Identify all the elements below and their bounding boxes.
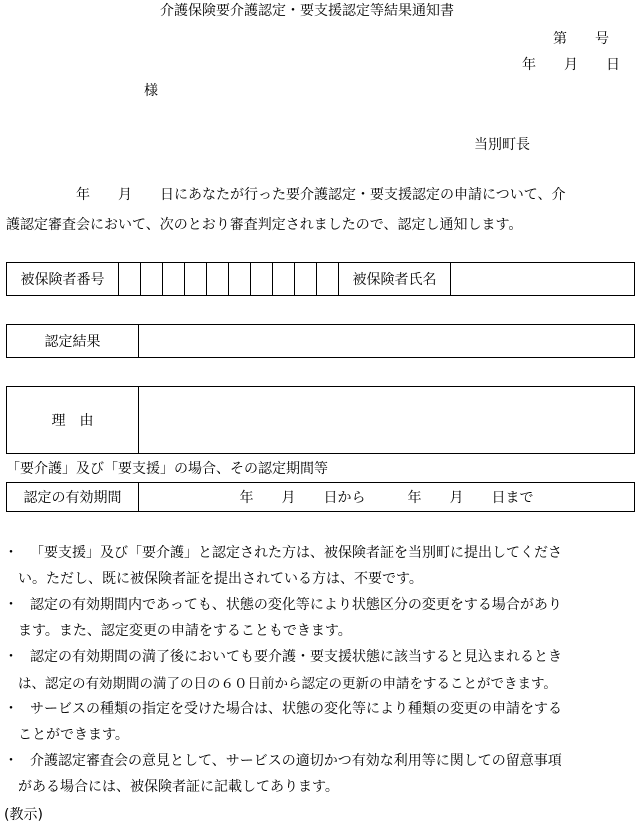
- result-field[interactable]: [139, 325, 635, 358]
- addressee-suffix: 様: [144, 83, 158, 99]
- reason-table: [6, 386, 635, 454]
- body-line-1: 年 月 日にあなたが行った要介護認定・要支援認定の申請について、介: [76, 187, 566, 203]
- bullet-mark: ・: [4, 701, 18, 717]
- note-line-2: は、認定の有効期間の満了の日の６０日前から認定の更新の申請をすることができます。: [18, 676, 557, 692]
- insured-name-label: 被保険者氏名: [339, 263, 451, 296]
- body-paragraph: [6, 180, 634, 240]
- instruction-note: (教示): [4, 807, 43, 823]
- note-line-1: 介護認定審査会の意見として、サービスの適切かつ有効な利用等に関しての留意事項: [30, 753, 562, 769]
- insured-number-label: 被保険者番号: [7, 263, 119, 296]
- insured-number-digit[interactable]: [119, 263, 141, 296]
- note-line-2: い。ただし、既に被保険者証を提出されている方は、不要です。: [18, 571, 423, 587]
- result-label: 認定結果: [7, 325, 139, 358]
- insured-number-digit[interactable]: [185, 263, 207, 296]
- body-line-2: 護認定審査会において、次のとおり審査判定されましたので、認定し通知します。: [6, 217, 523, 233]
- document-title: 介護保険要介護認定・要支援認定等結果通知書: [160, 3, 454, 19]
- result-table: [6, 324, 635, 358]
- bullet-mark: ・: [4, 649, 18, 665]
- list-item: [0, 590, 636, 642]
- insured-number-digit[interactable]: [141, 263, 163, 296]
- insured-number-digit[interactable]: [273, 263, 295, 296]
- note-line-1: 認定の有効期間の満了後においても要介護・要支援状態に該当すると見込まれるとき: [30, 649, 562, 665]
- reason-field[interactable]: [139, 387, 635, 454]
- insured-number-digit[interactable]: [251, 263, 273, 296]
- period-value[interactable]: 年 月 日から 年 月 日まで: [139, 483, 635, 512]
- insured-number-digit[interactable]: [317, 263, 339, 296]
- period-table: [6, 482, 635, 512]
- period-label: 認定の有効期間: [7, 483, 139, 512]
- list-item: [0, 746, 636, 798]
- list-item: [0, 642, 636, 694]
- insured-number-digit[interactable]: [163, 263, 185, 296]
- issuer: 当別町長: [474, 137, 530, 153]
- bullet-mark: ・: [4, 597, 18, 613]
- bullet-mark: ・: [4, 545, 18, 561]
- note-line-2: がある場合には、被保険者証に記載してあります。: [18, 779, 339, 795]
- document-number: 第 号: [553, 31, 609, 47]
- note-line-2: ことができます。: [18, 727, 129, 743]
- note-line-1: サービスの種類の指定を受けた場合は、状態の変化等により種類の変更の申請をする: [30, 701, 562, 717]
- list-item: [0, 538, 636, 590]
- document-date: 年 月 日: [522, 57, 620, 73]
- insured-number-digit[interactable]: [295, 263, 317, 296]
- note-line-1: 認定の有効期間内であっても、状態の変化等により状態区分の変更をする場合があり: [30, 597, 562, 613]
- bullet-mark: ・: [4, 753, 18, 769]
- note-line-2: ます。また、認定変更の申請をすることもできます。: [18, 623, 352, 639]
- insured-number-digit[interactable]: [207, 263, 229, 296]
- notes-list: [0, 538, 636, 798]
- reason-label: 理 由: [7, 387, 139, 454]
- period-heading: 「要介護」及び「要支援」の場合、その認定期間等: [6, 461, 328, 477]
- note-line-1: 「要支援」及び「要介護」と認定された方は、被保険者証を当別町に提出してくださ: [30, 545, 562, 561]
- insured-table: [6, 262, 635, 296]
- list-item: [0, 694, 636, 746]
- insured-number-digit[interactable]: [229, 263, 251, 296]
- insured-name-field[interactable]: [451, 263, 635, 296]
